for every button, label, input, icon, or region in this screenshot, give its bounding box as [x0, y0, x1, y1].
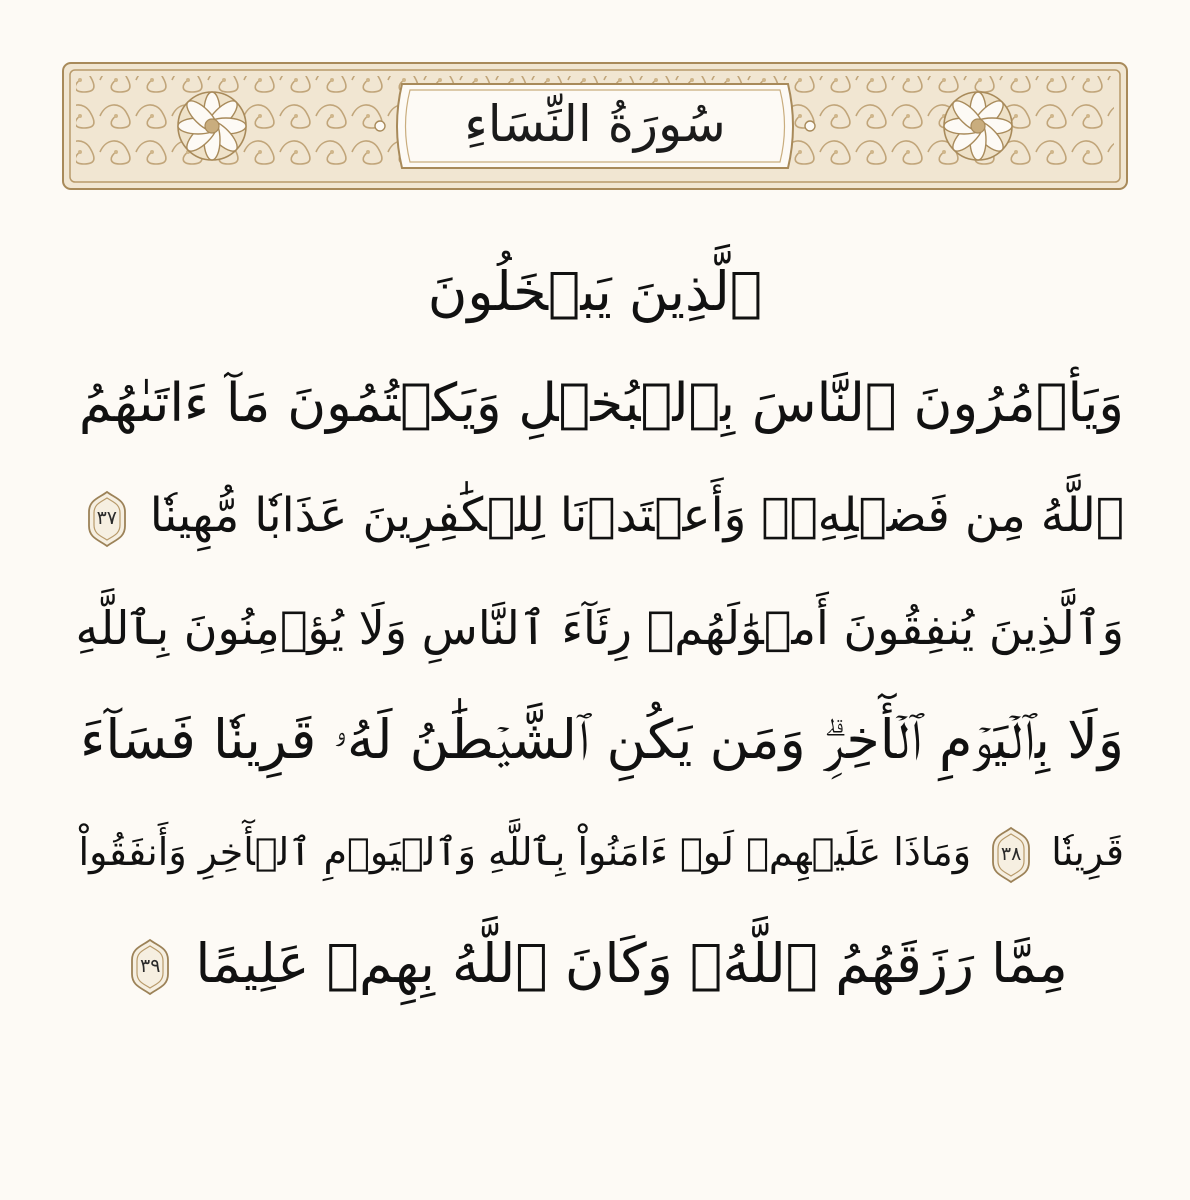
verse-line-6 [66, 796, 1124, 908]
verse-line-1 [66, 236, 1124, 348]
verse-text: وَمَاذَا عَلَيۡهِمۡ لَوۡ ءَامَنُواْ بِٱللَّهِ وَٱلۡيَوۡمِ ٱلۡأٓخِرِ وَأَنفَقُواْ [78, 830, 972, 874]
verse-text: قَرِينٗا [1051, 830, 1124, 874]
verse-text: ٱلَّذِينَ يَبۡخَلُونَ [427, 260, 763, 323]
ayah-number: ٣٩ [140, 955, 161, 978]
verse-text: مِمَّا رَزَقَهُمُ ٱللَّهُۚ وَكَانَ ٱللَّهُ بِهِمۡ عَلِيمًا [195, 932, 1068, 995]
ayah-marker-icon [989, 826, 1033, 884]
surah-header [62, 62, 1128, 190]
verse-block [66, 236, 1124, 1020]
verse-line-3 [66, 460, 1124, 572]
ayah-number: ٣٨ [1000, 842, 1022, 865]
ayah-marker-icon [85, 490, 129, 548]
verse-line-4 [66, 572, 1124, 684]
verse-line-7 [66, 908, 1124, 1020]
verse-line-5 [66, 684, 1124, 796]
ayah-number: ٣٧ [96, 506, 117, 529]
surah-title: سُورَةُ النِّسَاءِ [464, 95, 726, 153]
verse-text: وَٱلَّذِينَ يُنفِقُونَ أَمۡوَٰلَهُمۡ رِئَآءَ ٱلنَّاسِ وَلَا يُؤۡمِنُونَ بِٱللَّهِ [75, 601, 1124, 655]
verse-line-2 [66, 348, 1124, 460]
verse-text: وَيَأۡمُرُونَ ٱلنَّاسَ بِٱلۡبُخۡلِ وَيَكۡتُمُونَ مَآ ءَاتَىٰهُمُ [78, 373, 1124, 434]
ayah-marker-icon [128, 938, 172, 996]
verse-text: ٱللَّهُ مِن فَضۡلِهِۦۗ وَأَعۡتَدۡنَا لِلۡكَٰفِرِينَ عَذَابٗا مُّهِينٗا [149, 488, 1124, 543]
verse-text: وَلَا بِٱلۡيَوۡمِ ٱلۡأٓخِرِۗ وَمَن يَكُنِ ٱلشَّيۡطَٰنُ لَهُۥ قَرِينٗا فَسَآءَ [79, 708, 1124, 771]
